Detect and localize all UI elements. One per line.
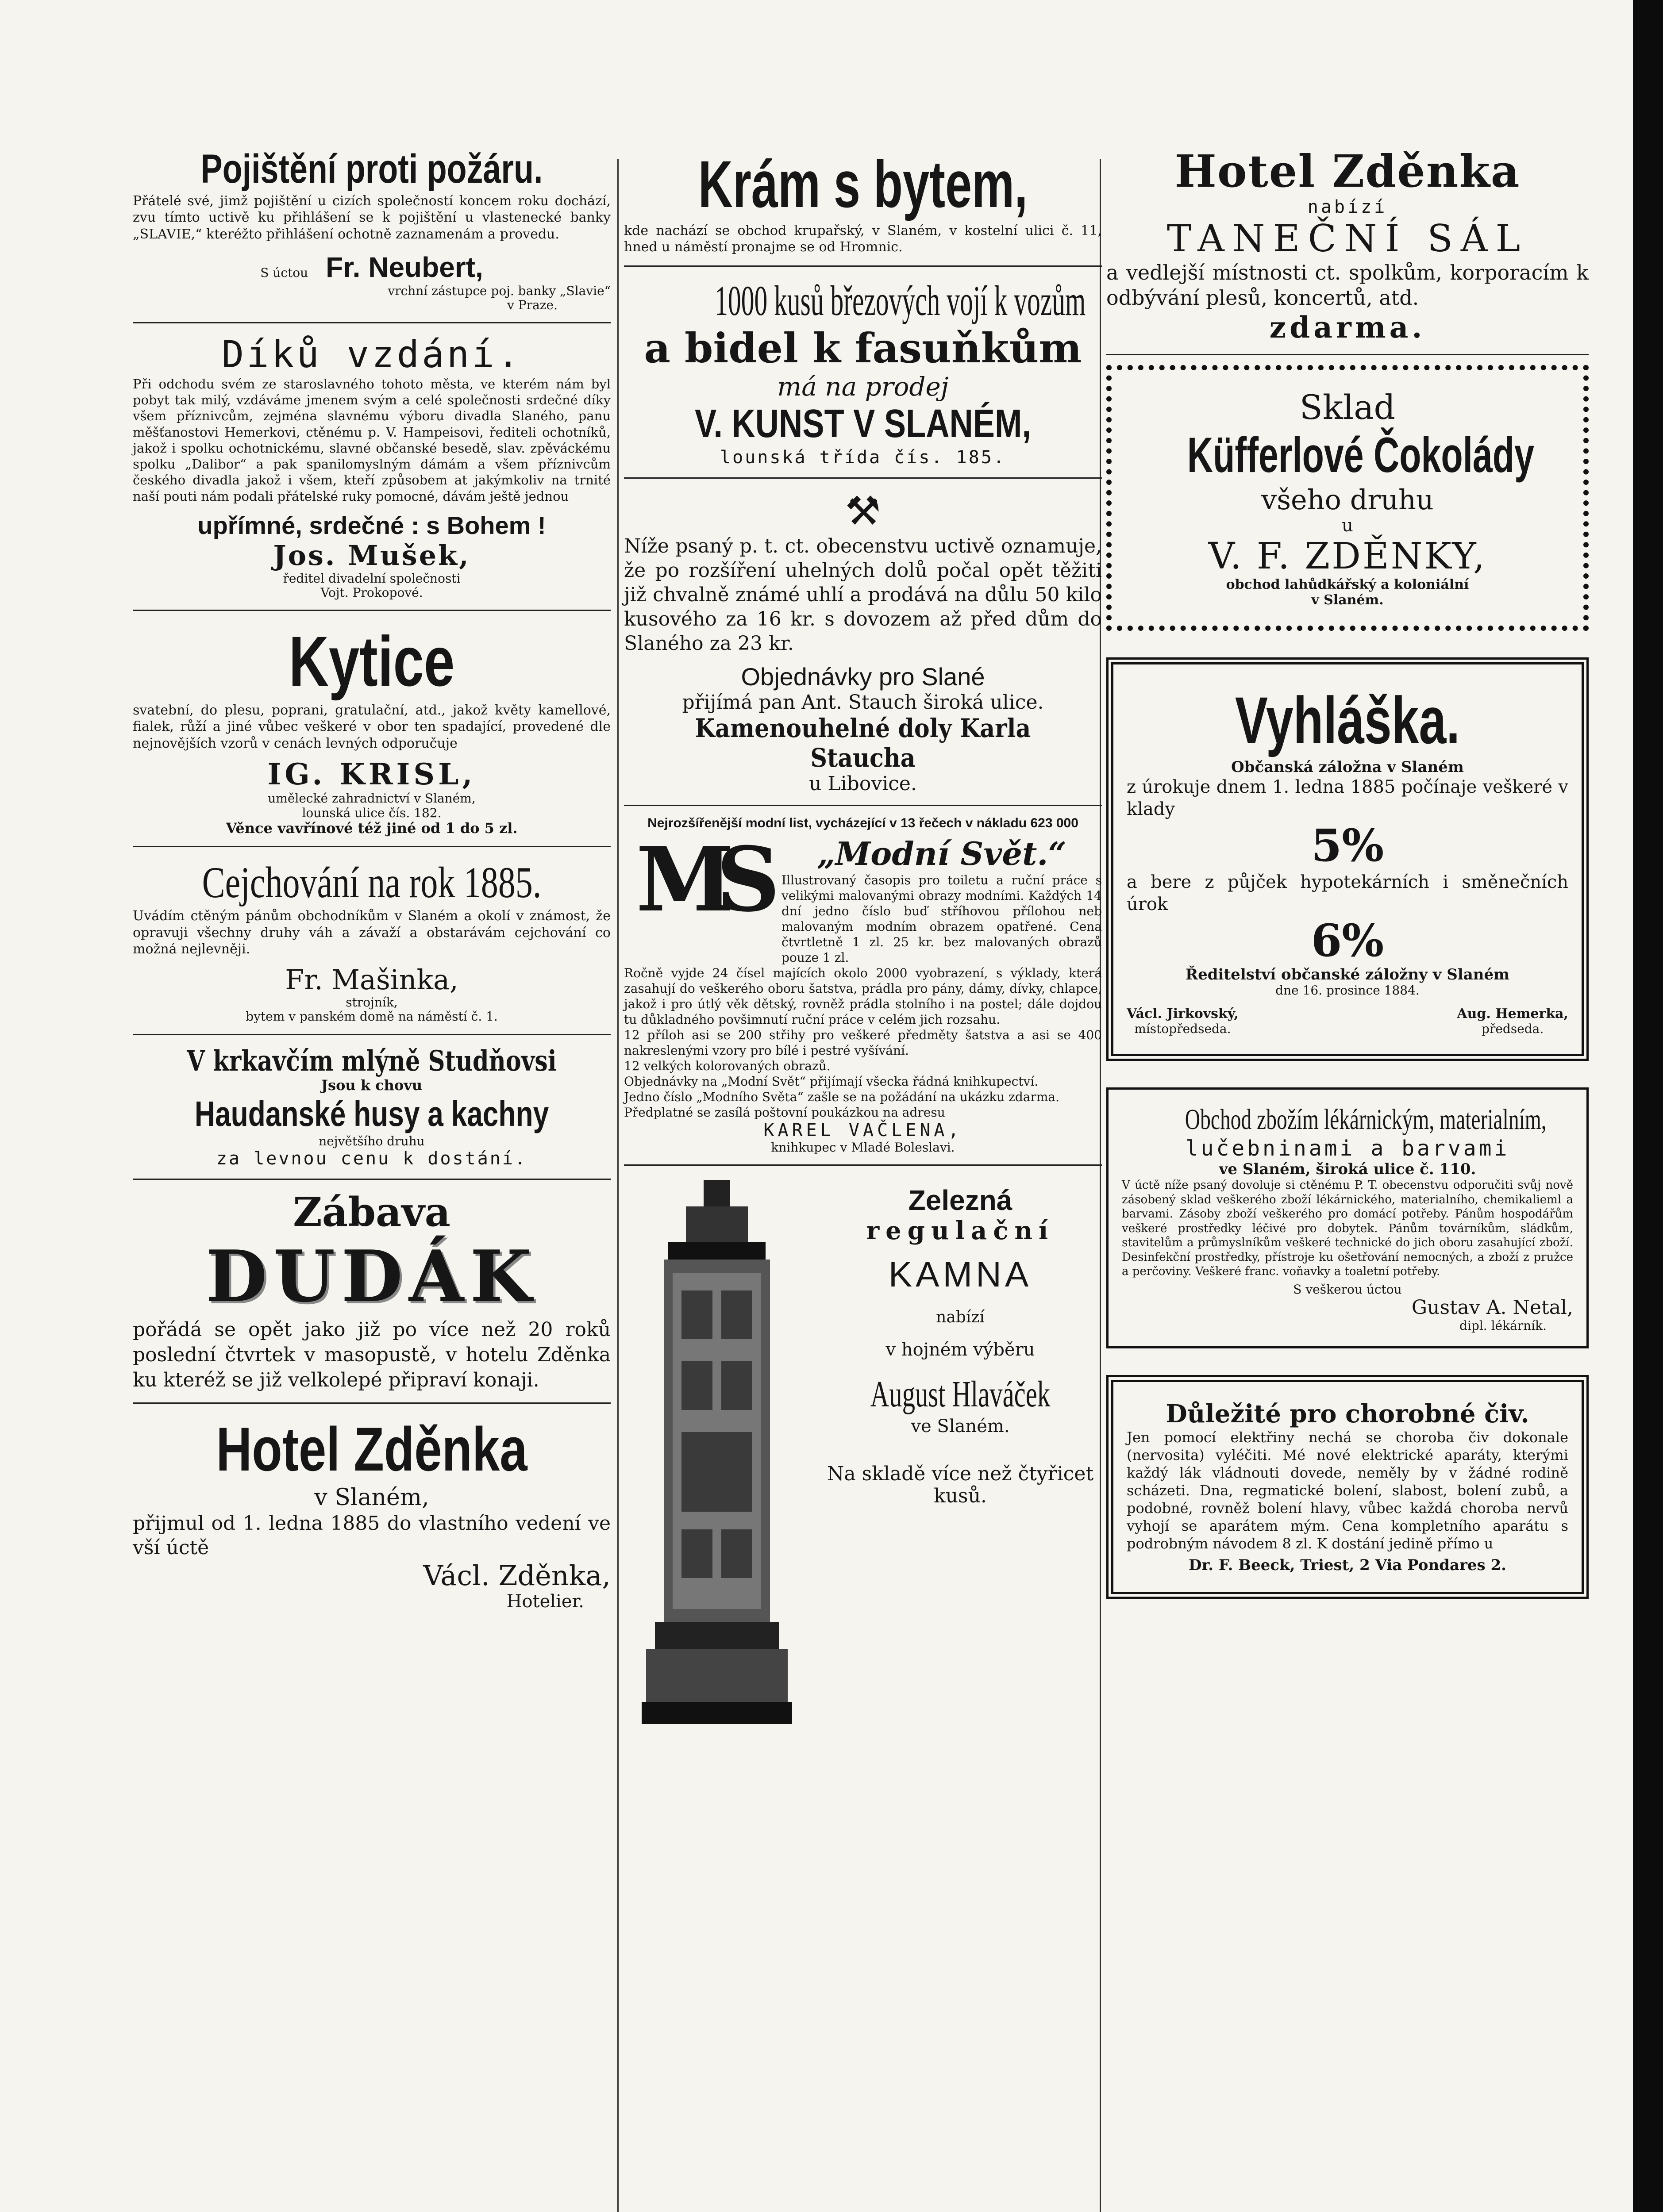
ad-stoves [624,1175,1102,1742]
role: strojník, [346,995,398,1010]
ad-title: Vyhláška. [1235,683,1460,758]
divider [624,1164,1102,1166]
ad-line: regulační [866,1216,1055,1246]
ad-body: svatební, do plesu, poprani, gratulační, atd., jakož květy kamellové, fialek, růží a jiné vůbec veškeré v obor ten spadající, provedené dle nejnovějších vzorů v cenách levných odporučuje [133,702,611,751]
ad-dance-dudak [133,1190,611,1393]
ad-title: Zábava [293,1189,450,1236]
role: umělecké zahradnictví v Slaném, [268,791,476,806]
ad-title: Díků vzdání. [221,333,522,376]
monogram-logo: MS [636,827,762,932]
ad-pharmacy-goods [1106,1087,1589,1349]
closing: upřímné, srdečné : s Bohem ! [197,511,546,539]
ad-announcement [1106,657,1589,1061]
ad-body: Jedno číslo „Modního Světa“ zašle se na požádání na ukázku zdarma. [624,1089,1060,1104]
ad-line: v hojném výběru [885,1340,1035,1360]
signature-name: Fr. Neubert, [326,251,483,284]
ad-body: 12 velkých kolorovaných obrazů. [624,1058,831,1073]
ad-body: kde nachází se obchod krupařský, v Slaném, v kostelní ulici č. 11, hned u náměstí pronajme se od Hromnic. [624,223,1102,255]
ad-title: Pojištění proti požáru. [200,146,543,192]
role: ředitel divadelní společnosti [283,571,461,586]
ad-body: Uvádím ctěným pánům obchodníkům v Slaném a okolí v známost, že opravuji všechny druhy váh a závaží a obstarávám cejchování co možná nejlevněji. [133,908,611,957]
ad-line: má na prodej [777,371,949,402]
ad-body: Ročně vyjde 24 čísel majících okolo 2000 vyobrazení, s výklady, která zasahují do veškerého oboru šatstva, prádla pro pány, dámy, dívky, chlapce, jakož i pro útlý věk dětský, rovněž prádla stolního i na postel; dále dojdou tu důkladného povšimnutí ruční práce v celém jich rozsahu. [624,965,1102,1027]
ad-geese [133,1045,611,1169]
ad-body: V úctě níže psaný dovoluje si ctěnému P. T. obecenstvu odporučiti svůj nově zásobený sklad veškerého zboží lékárnického, materialního, chemikalieml a barvami. Zásoby zboží veškerého pro domácí potřeby. Pánům hospodářům veškeré prostředky léčivé pro dobytek. Pánům továrníkům, sládkům, stavitelům a průmyslníkům veškeré technické do jich oboru zasahující zboží. Desinfekční prostředky, přístroje ku ošetřování nemocných, a zboží z pružce a perčoviny. Veškeré franc. voňavky a toaletní potřeby. [1122,1179,1573,1278]
ad-head: Nejrozšířenější modní list, vycházející v 13 řečech v nákladu 623 000 [647,816,1078,831]
ad-line: přijímá pan Ant. Stauch široká ulice. [682,691,1044,714]
divider [133,1402,611,1404]
ad-body: Jen pomocí elektřiny nechá se choroba čiv dokonale (nervosita) vyléčiti. Mé nové elektrické aparáty, kterými každý lák vládnouti dovede, neměly by v žádné rodině scházeti. Dna, regmatické bolení, slabost, bolení zubů, a podobné, rovněž bolení hlavy, vůbec každá choroba nervů vyhojí se aparátem mým. Cena kompletního aparátu s podrobným návodem 8 zl. K dostání jedině přímo u [1127,1429,1568,1552]
ad-line: Sklad [1299,388,1396,427]
greeting: S úctou [260,265,308,280]
column-rule-1 [617,159,619,2212]
ad-body: 12 příloh asi se 200 střihy pro veškeré předměty šatstva a asi se 400 nakreslenými vzory pro bílé i pestré vyšívání. [624,1027,1102,1058]
signature-name: Gustav A. Netal, [1411,1296,1573,1319]
ad-chocolate [1106,365,1589,631]
ad-line: zdarma. [1269,310,1426,345]
ad-line: a bidel k fasuňkům [644,324,1082,372]
signature-name: August Hlaváček [870,1374,1051,1415]
address: lounská třída čís. 185. [720,447,1006,468]
signature-name: Václ. Jirkovský, [1127,1006,1239,1022]
signature-name: Václ. Zděnka, [423,1559,611,1592]
ad-body: přijmul od 1. ledna 1885 do vlastního vedení ve vší úctě [133,1512,611,1559]
ad-line: Objednávky pro Slané [741,663,985,691]
ad-body: a bere z půjček hypotekárních i směnečních úrok [1127,872,1568,914]
divider [624,805,1102,806]
ad-title: Obchod zbožím lékárnickým, materialním, [1185,1103,1547,1136]
divider [133,1034,611,1035]
ad-line: nabízí [1307,197,1388,217]
ad-line: Jsou k chovu [321,1077,423,1094]
ad-timber [624,276,1102,468]
date: dne 16. prosince 1884. [1275,983,1420,998]
ad-hotel-ballroom [1106,146,1589,344]
ad-line: největšího druhu [319,1134,425,1149]
divider [1106,354,1589,355]
divider [624,477,1102,479]
interest-rate: 6% [1311,914,1384,967]
ad-line: ve Slaném, široká ulice č. 110. [1219,1160,1476,1178]
ad-line: V krkavčím mlýně Studňovsi [187,1044,557,1078]
ad-body: Objednávky na „Modní Svět“ přijímají všecka řádná knihkupectví. [624,1074,1039,1089]
ad-title: Haudanské husy a kachny [194,1094,549,1134]
role: knihkupec v Mladé Boleslavi. [771,1140,955,1155]
role: lounská ulice čís. 182. [302,805,442,820]
ad-electric-apparatus [1106,1375,1589,1598]
ad-title: Küfferlové Čokolády [1187,427,1534,483]
signature-name: Aug. Hemerka, [1457,1006,1568,1022]
ad-line: Občanská záložna v Slaném [1231,758,1464,776]
ad-thanks [133,333,611,600]
ad-title: Důležité pro chorobné čiv. [1166,1399,1529,1429]
ad-calibration [133,857,611,1024]
ad-line: Na skladě více než čtyřicet kusů. [827,1462,1094,1508]
divider [133,610,611,611]
page-edge [1633,0,1663,2212]
interest-rate: 5% [1311,819,1384,872]
role: místopředseda. [1134,1021,1231,1036]
signature-name: IG. KRISL, [267,757,476,792]
ad-line: 1000 kusů březových vojí k vozům [715,276,1086,324]
ad-line: nabízí [936,1308,985,1326]
signature-name: Dr. F. Beeck, Triest, 2 Via Pondares 2. [1188,1556,1507,1574]
ad-title: Krám s bytem, [698,147,1028,221]
ad-line: u [1342,515,1353,536]
signature-name: Jos. Mušek, [273,539,470,572]
role: dipl. lékárník. [1459,1318,1547,1333]
divider [624,265,1102,267]
signature-name: V. KUNST V SLANÉM, [695,402,1031,446]
place: u Libovice. [809,772,917,795]
ad-line: za levnou cenu k dostání. [216,1148,527,1169]
ad-line: lučebninami a barvami [1185,1136,1510,1161]
role: vrchní zástupce poj. banky „Slavie“ [388,283,611,298]
divider [133,322,611,323]
ad-coal [624,488,1102,795]
ad-body: pořádá se opět jako již po více než 20 roků poslední čtvrtek v masopustě, v hotelu Zděnka ku kteréž se již velkolepé připraví konaji. [133,1318,611,1392]
place: ve Slaném. [911,1416,1010,1436]
ad-body: Předplatné se zasílá poštovní poukázkou na adresu [624,1105,945,1120]
role: Vojt. Prokopové. [320,585,423,600]
column-1 [133,146,611,1612]
ad-line: všeho druhu [1261,483,1434,516]
ad-body: Illustrovaný časopis pro toiletu a ruční práce s velikými malovanými obrazy modními. Každých 14 dní jedno číslo buď stříhovou přílohou neb malovaným modním obrazem opatřené. Cena čtvrtletně 1 zl. 25 kr. bez malovaných obrazů pouze 1 zl. [781,872,1102,965]
column-3 [1106,146,1589,1603]
signature-name: V. F. ZDĚNKY, [1208,535,1487,577]
ad-bouquets [133,621,611,837]
ad-fire-insurance [133,146,611,312]
ad-line: Ředitelství občanské záložny v Slaném [1185,965,1510,983]
ad-hotel-zdenka [133,1413,611,1612]
ad-title: Hotel Zděnka [1174,145,1521,197]
hammers-icon: ⚒ [845,488,881,534]
divider [133,846,611,847]
ad-big-title: DUDÁK [205,1234,538,1318]
signature-name: Fr. Mašinka, [285,963,458,996]
role: v Praze. [507,298,558,313]
ad-body: Níže psaný p. t. ct. obecenstvu uctivě oznamuje, že po rozšíření uhelných dolů počal opět těžiti již chvalně známé uhlí a prodává na důlu 50 kilo kusového za 16 kr. s dovozem až před dům do Slaného za 23 kr. [624,535,1102,655]
divider [133,1179,611,1180]
ad-body: a vedlejší místnosti ct. spolkům, korporacím k odbývání plesů, koncertů, atd. [1106,260,1589,310]
ad-body: Při odchodu svém ze staroslavného tohoto města, ve kterém nám byl pobyt tak milý, vzdáváme jmenem svým a celé společnosti srdečné díky všem příznivcům, zejména slavnému výboru divadla Slaného, panu měšťanostovi Hemerkovi, ctěnému p. V. Hampeisovi, řediteli ochotníků, jakož i spolku ochotnickému, slavné občanské besedě, slav. zpěváckému spolku „Dalibor“ a pak spanilomyslným dámám a všem příznivcům českého divadla jakož i všem, kteří způsobem at jakýmkoliv na trnité naší pouti nám podali přátelské ruky pomocné, dávám ještě jednou [133,376,611,504]
ad-title: Cejchování na rok 1885. [202,858,542,907]
ad-title: „Modní Svět.“ [817,834,1066,872]
column-2 [624,146,1102,1742]
ad-body: z úrokuje dnem 1. ledna 1885 počínaje veškeré v klady [1127,776,1568,819]
ad-title: Hotel Zděnka [216,1414,527,1484]
signature-name: Kamenouhelné doly Karla Staucha [695,713,1031,773]
signature-name: KAREL VAČLENA, [763,1120,962,1141]
role: Hotelier. [506,1591,584,1612]
role: předseda. [1482,1021,1544,1036]
stove-illustration [637,1175,797,1742]
extra-line: Věnce vavřínové též jiné od 1 do 5 zl. [226,819,518,837]
ad-body: Přátelé své, jimž pojištění u cizích společností koncem roku dochází, zvu tímto uctivě ku přihlášení se k pojištění u vlastenecké banky „SLAVIE,“ kteréžto přihlášení ochotně zaznamenám a provedu. [133,193,611,242]
ad-line: v Slaném. [1311,592,1384,608]
ad-title: KAMNA [888,1254,1032,1294]
ad-title: Kytice [289,621,455,701]
role: bytem v panském domě na náměstí č. 1. [246,1009,498,1024]
place: v Slaném, [314,1484,429,1511]
ad-shop-flat [624,146,1102,256]
ad-line: Zelezná [908,1184,1012,1216]
ad-line: TANEČNÍ SÁL [1166,217,1528,260]
ad-modni-svet [624,816,1102,1154]
ad-line: obchod lahůdkářský a koloniální [1226,577,1469,593]
greeting: S veškerou úctou [1293,1282,1402,1297]
